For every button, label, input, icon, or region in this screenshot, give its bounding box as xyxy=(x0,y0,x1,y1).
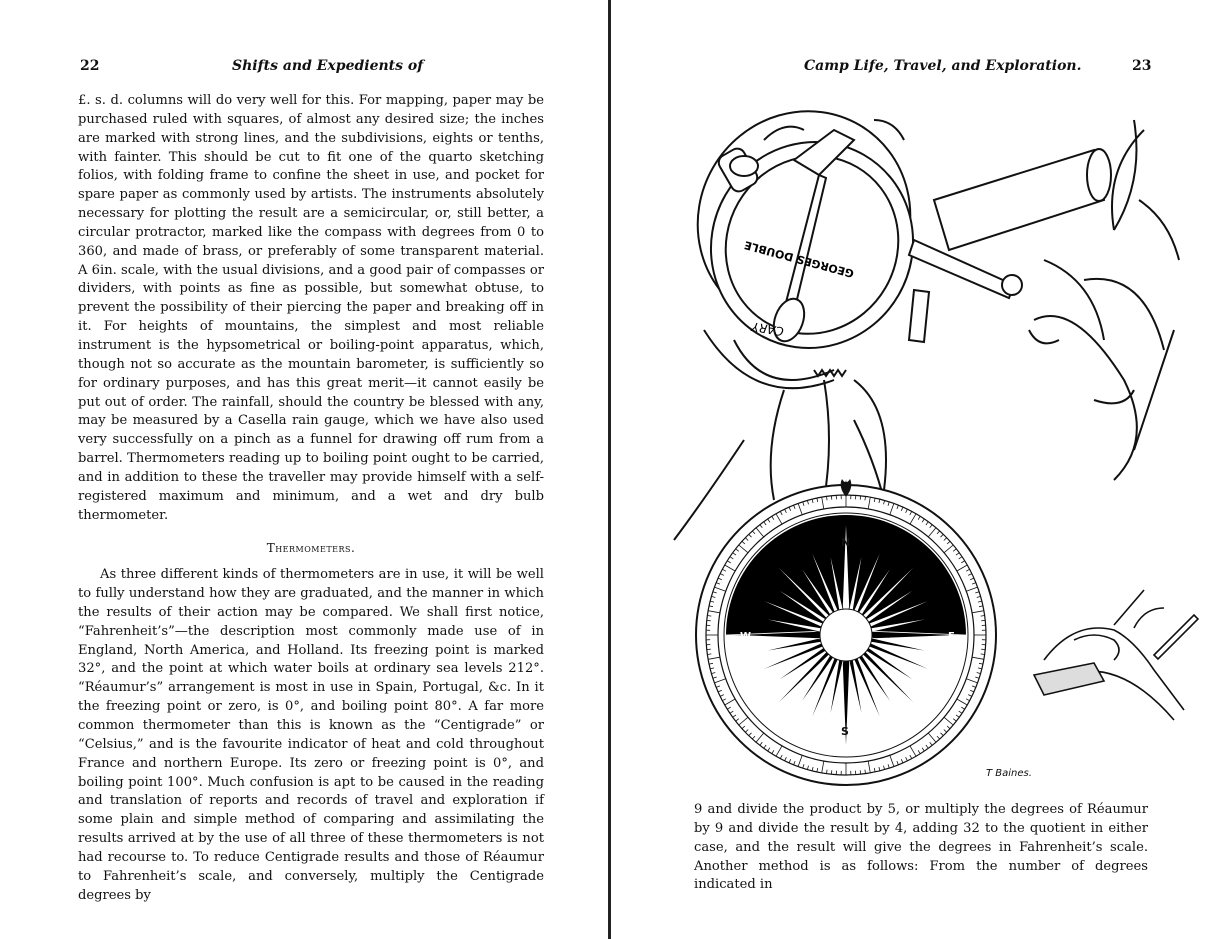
page-number-right: 23 xyxy=(1132,58,1152,74)
compass-illustration xyxy=(614,80,1223,800)
page-number-left: 22 xyxy=(80,58,100,74)
left-text-column xyxy=(78,92,544,905)
hand-with-pencil-sketch xyxy=(1034,590,1198,720)
left-page xyxy=(0,0,608,939)
compass-card-east: E xyxy=(948,631,955,642)
compass-card-west: W xyxy=(740,631,752,642)
compass-maker-engraving: GEORGES DOUBLE xyxy=(742,238,856,281)
compass-label-engraving: CARY xyxy=(750,319,785,339)
running-head-right: Camp Life, Travel, and Exploration. xyxy=(804,58,1082,74)
section-heading-thermometers: Thermometers. xyxy=(266,541,356,556)
paragraph-thermometers: As three different kinds of thermometers are in use, it will be well to fully understand how they are graduated, and the manner in which the results of their action may be compared. We shall first notice, “Fahrenheit’s”—the description most commonly made use of in England, North America, and Holland. Its freezing point is marked 32°, and the point at which water boils at ordinary sea levels 212°. “Réaumur’s” arrangement is most in use in Spain, Portugal, &c. In it the freezing point or zero, is 0°, and boiling point 80°. A far more common thermometer than this is known as the “Centigrade” or “Celsius,” and is the favourite indicator of heat and cold throughout France and northern Europe. Its zero or freezing point is 0°, and boiling point 100°. Much confusion is apt to be caused in the reading and translation of reports and records of travel and exploration if some plain and simple method of comparing and assimilating the results arrived at by the use of all three of these thermometers is not had recourse to. To reduce Centigrade results and those of Réaumur to Fahrenheit’s scale, and conversely, multiply the Centigrade degrees by xyxy=(78,567,544,903)
running-head-left: Shifts and Expedients of xyxy=(232,58,424,74)
page-gutter xyxy=(608,0,611,939)
compass-card-north: N xyxy=(841,536,851,549)
right-text-column xyxy=(694,801,1148,895)
right-page xyxy=(614,0,1223,939)
artist-signature: T Baines. xyxy=(986,768,1032,779)
paragraph-conversion: 9 and divide the product by 5, or multiply the degrees of Réaumur by 9 and divide the result by 4, adding 32 to the quotient in either case, and the result will give the degrees in Fahrenheit’s scale. Another method is as follows: From the number of degrees indicated in xyxy=(694,802,1148,893)
prismatic-compass-drawing xyxy=(658,80,1179,540)
paragraph-plotting-instruments: £. s. d. columns will do very well for this. For mapping, paper may be purchased ruled with squares, of almost any desired size; the inches are marked with strong lines, and the subdivisions, eights or tenths, with fainter. This should be cut to fit one of the quarto sketching folios, with folding frame to confine the sheet in use, and pocket for spare paper as commonly used by artists. The instruments absolutely necessary for plotting the result are a semicircular, or, still better, a circular protractor, marked like the compass with degrees from 0 to 360, and made of brass, or preferably of some transparent material. A 6in. scale, with the usual divisions, and a good pair of compasses or dividers, with points as fine as possible, but somewhat obtuse, to prevent the possibility of their piercing the paper and breaking off in it. For heights of mountains, the simplest and most reliable instrument is the hypsometrical or boiling-point apparatus, which, though not so accurate as the mountain barometer, is sufficiently so for ordinary purposes, and has this great merit—it cannot easily be put out of order. The rainfall, should the country be blessed with any, may be measured by a Casella rain gauge, which we have also used very successfully on a pinch as a funnel for drawing off rum from a barrel. Thermometers reading up to boiling point ought to be carried, and in addition to these the traveller may provide himself with a self-registered maximum and minimum, and a wet and dry bulb thermometer. xyxy=(78,93,544,523)
compass-card-south: S xyxy=(841,725,849,738)
compass-card xyxy=(696,479,996,785)
